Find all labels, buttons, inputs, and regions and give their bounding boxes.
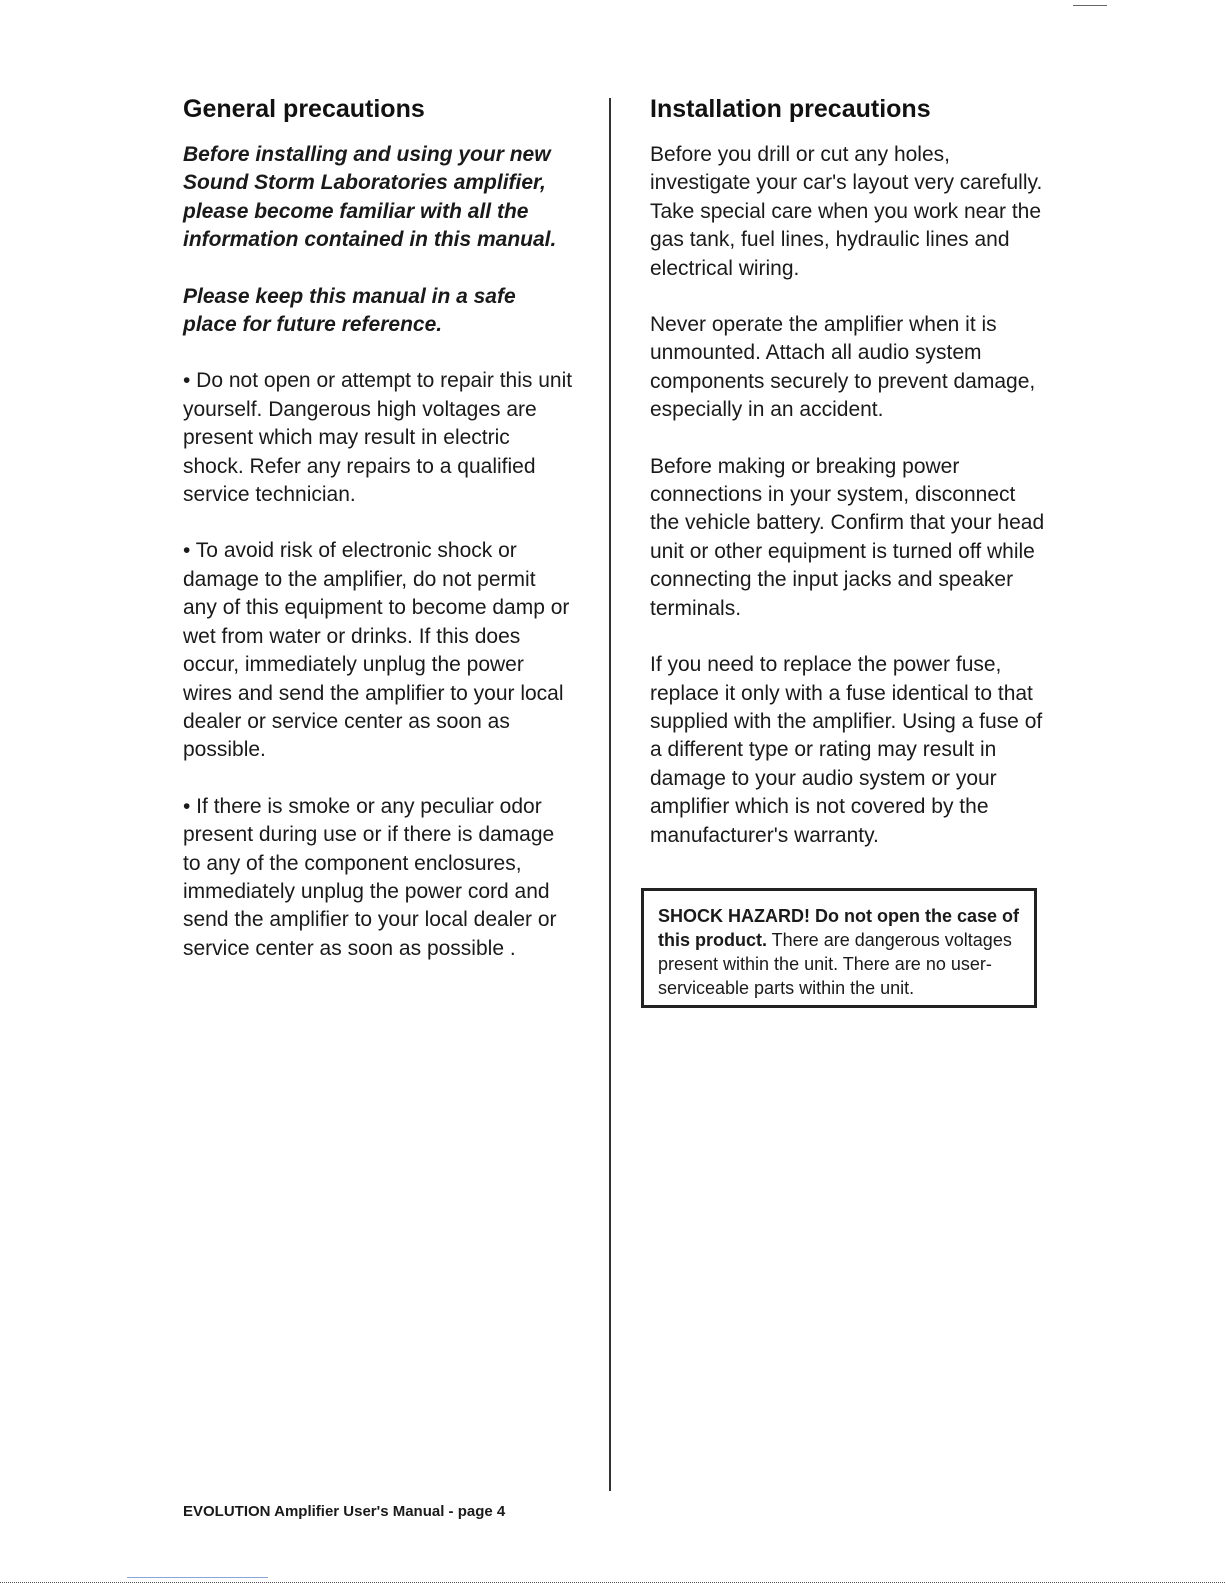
keep-manual-paragraph: Please keep this manual in a safe place for future reference. (183, 284, 516, 337)
bullet-smoke-odor: • If there is smoke or any peculiar odor present during use or if there is damage to any of the component enclosures, immediately unplug the power cord and send the amplifier to your local dealer or service center as soon as possible . (183, 794, 557, 960)
bullet-avoid-moisture: • To avoid risk of electronic shock or damage to the amplifier, do not permit any of this equipment to become damp or wet from water or drinks. If this does occur, immediately unplug the power wires and send the amplifier to your local dealer or service center as soon as possible. (183, 539, 570, 762)
corner-rule (1073, 5, 1107, 6)
mounting-paragraph: Never operate the amplifier when it is unmounted. Attach all audio system components securely to prevent damage, especially in an accident. (650, 313, 1036, 422)
general-precautions-column (183, 93, 573, 991)
page-edge-dotted-line (0, 1582, 1225, 1583)
fuse-paragraph: If you need to replace the power fuse, replace it only with a fuse identical to that supplied with the amplifier. Using a fuse of a different type or rating may result in damage to your audio system or your amplifier which is not covered by the manufacturer's warranty. (650, 653, 1043, 847)
shock-hazard-text: There are dangerous voltages present within the unit. There are no user-serviceable parts within the unit. (658, 930, 1012, 998)
intro-paragraph: Before installing and using your new Sound Storm Laboratories amplifier, please become familiar with all the information contained in this manual. (183, 143, 557, 252)
bullet-do-not-open: • Do not open or attempt to repair this unit yourself. Dangerous high voltages are present which may result in electric shock. Refer any repairs to a qualified service technician. (183, 369, 573, 507)
bottom-rule (127, 1577, 268, 1578)
power-connections-paragraph: Before making or breaking power connections in your system, disconnect the vehicle battery. Confirm that your head unit or other equipment is turned off while connecting the input jacks and speaker terminals. (650, 454, 1045, 620)
shock-hazard-title: SHOCK HAZARD! Do not open the case of this product. (658, 906, 1020, 950)
column-divider (609, 98, 611, 1491)
page-footer: EVOLUTION Amplifier User's Manual - page 4 (183, 1503, 506, 1520)
installation-precautions-heading: Installation precautions (650, 95, 931, 123)
installation-precautions-column (650, 93, 1045, 878)
general-precautions-heading: General precautions (183, 95, 425, 123)
shock-hazard-warning-box (641, 888, 1037, 1008)
drill-holes-paragraph: Before you drill or cut any holes, investigate your car's layout very carefully. Take special care when you work near the gas tank, fuel lines, hydraulic lines and electrical wiring. (650, 143, 1043, 280)
